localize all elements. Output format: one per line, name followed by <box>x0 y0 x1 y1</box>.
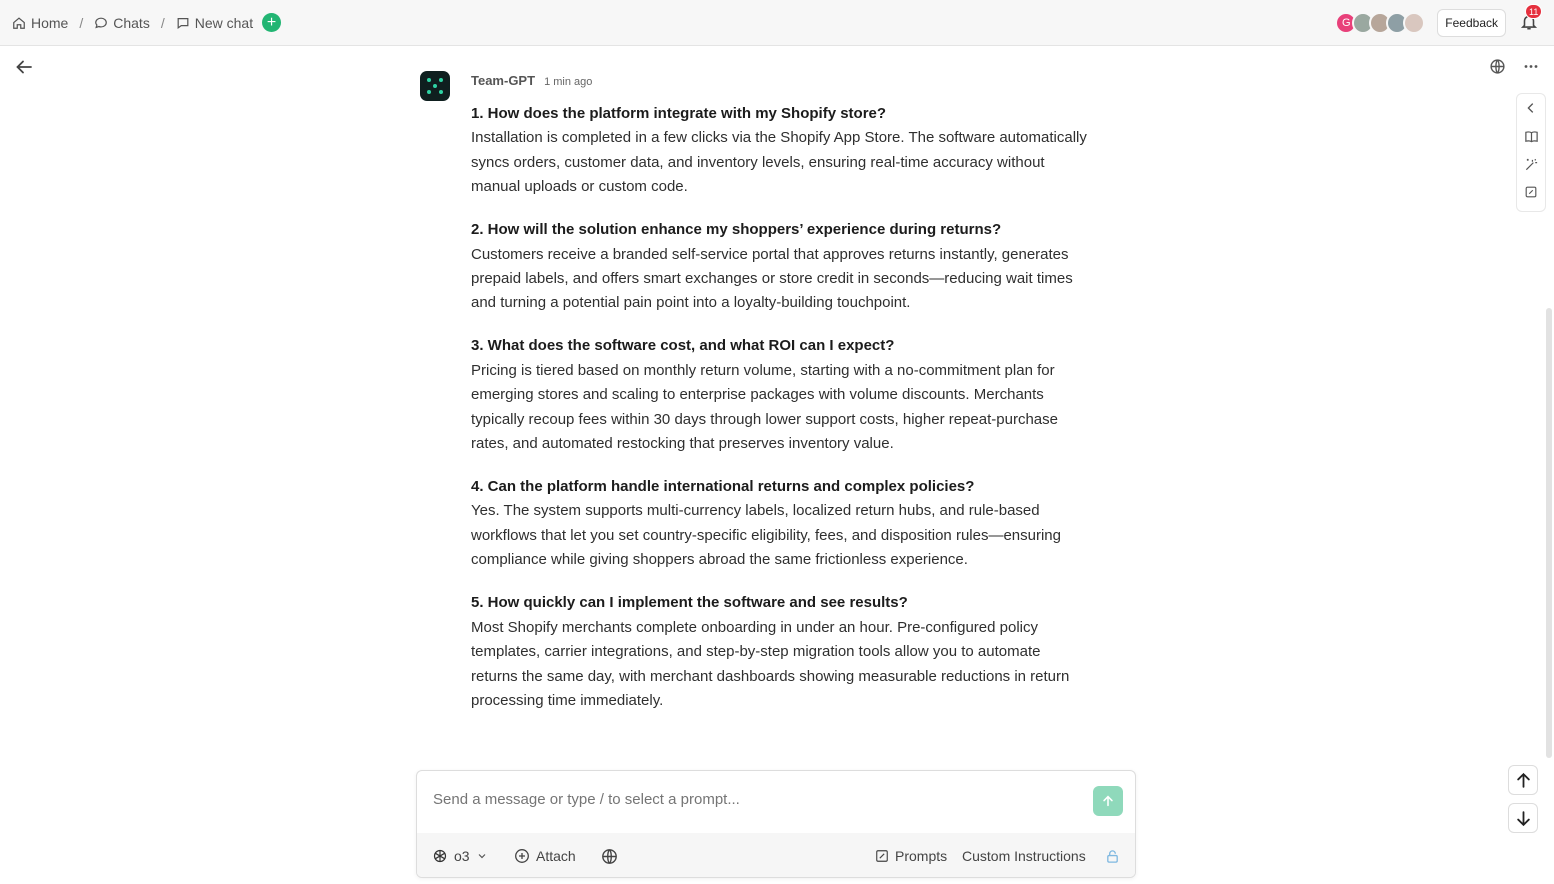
magic-wand-button[interactable] <box>1523 156 1539 172</box>
scroll-down-button[interactable] <box>1508 803 1538 833</box>
back-button[interactable] <box>14 57 34 77</box>
faq-item <box>471 475 1091 573</box>
breadcrumb-chats[interactable] <box>94 15 150 31</box>
plus-icon: + <box>266 13 277 31</box>
faq-question: 5. How quickly can I implement the software and see results? <box>471 594 908 612</box>
breadcrumb-home-label: Home <box>31 14 69 31</box>
prompts-label: Prompts <box>895 848 948 864</box>
faq-answer: Installation is completed in a few clicks via the Shopify App Store. The software automatically syncs orders, customer data, and inventory levels, ensuring real-time accuracy without manual uploads or custom code. <box>471 129 1087 196</box>
language-button[interactable] <box>1489 58 1506 75</box>
collapse-panel-button[interactable] <box>1523 100 1539 116</box>
team-gpt-logo <box>420 71 450 101</box>
faq-item <box>471 102 1091 200</box>
composer-toolbar <box>417 833 1136 878</box>
notification-badge: 11 <box>1525 4 1542 19</box>
globe-icon <box>601 848 618 865</box>
model-label: o3 <box>454 848 470 864</box>
arrow-down-icon <box>1515 810 1532 827</box>
message-header <box>471 73 592 88</box>
scroll-up-button[interactable] <box>1508 765 1538 795</box>
send-button[interactable] <box>1093 786 1123 816</box>
more-horizontal-icon <box>1522 58 1540 75</box>
breadcrumb-separator: / <box>160 14 165 31</box>
chat-bubble-icon <box>94 16 108 30</box>
custom-instructions-label: Custom Instructions <box>962 848 1086 864</box>
faq-item <box>471 591 1091 713</box>
faq-question: 4. Can the platform handle international returns and complex policies? <box>471 478 975 496</box>
magic-wand-icon <box>1524 157 1539 172</box>
arrow-left-icon <box>14 57 34 77</box>
book-open-icon <box>1524 129 1539 144</box>
arrow-up-icon <box>1515 772 1532 789</box>
breadcrumb-chats-label: Chats <box>113 14 150 31</box>
faq-item <box>471 218 1091 316</box>
arrow-up-icon <box>1101 794 1115 808</box>
scrollbar[interactable] <box>1546 308 1552 758</box>
faq-question: 3. What does the software cost, and what ROI can I expect? <box>471 337 895 355</box>
faq-answer: Pricing is tiered based on monthly return volume, starting with a no-commitment plan for emerging stores and scaling to enterprise packages with volume discounts. Merchants typically recoup fees within 30 days through lower support costs, higher repeat-purchase rates, and automated restocking that preserves inventory value. <box>471 361 1058 453</box>
lock-icon <box>1105 849 1120 864</box>
message-composer <box>416 770 1136 878</box>
breadcrumb-new-chat[interactable] <box>176 15 253 31</box>
breadcrumb-new-chat-label: New chat <box>194 14 254 31</box>
globe-icon <box>1489 58 1506 75</box>
message-input[interactable] <box>433 791 1073 808</box>
avatar <box>1403 12 1425 34</box>
chevron-left-icon <box>1524 101 1538 115</box>
custom-instructions-button[interactable] <box>962 848 1086 864</box>
faq-answer: Most Shopify merchants complete onboarding in under an hour. Pre-configured policy templates, carrier integrations, and step-by-step migration tools allow you to automate returns the same day, with merchant dashboards showing measurable reductions in return processing time immediately. <box>471 618 1070 709</box>
faq-item <box>471 334 1091 456</box>
edit-square-icon <box>1524 185 1538 199</box>
add-chat-button[interactable] <box>262 13 281 32</box>
web-search-toggle[interactable] <box>601 848 618 865</box>
faq-question: 1. How does the platform integrate with my Shopify store? <box>471 105 887 122</box>
faq-answer: Customers receive a branded self-service portal that approves returns instantly, generates prepaid labels, and offers smart exchanges or store credit in seconds—reducing wait times and turning a potential pain point into a loyalty-building touchpoint. <box>471 245 1073 312</box>
message-time: 1 min ago <box>544 76 593 88</box>
message-square-icon <box>176 16 190 30</box>
lock-button[interactable] <box>1105 849 1120 864</box>
notifications-button[interactable] <box>1520 6 1540 33</box>
home-icon <box>12 16 26 30</box>
side-toolbar <box>1516 93 1546 212</box>
attach-button[interactable] <box>514 848 576 864</box>
faq-question: 2. How will the solution enhance my shoppers’ experience during returns? <box>471 221 1002 239</box>
openai-icon <box>432 848 448 864</box>
library-button[interactable] <box>1523 128 1539 144</box>
member-avatars[interactable] <box>1335 12 1425 34</box>
sender-name: Team-GPT <box>471 73 536 88</box>
prompts-button[interactable] <box>875 848 947 864</box>
attach-label: Attach <box>536 848 576 864</box>
breadcrumb <box>12 13 281 32</box>
prompt-icon <box>875 849 889 863</box>
feedback-button[interactable]: Feedback <box>1437 9 1506 37</box>
plus-circle-icon <box>514 848 530 864</box>
more-options-button[interactable] <box>1522 58 1540 75</box>
chevron-down-icon <box>476 850 488 862</box>
message-content <box>471 102 1091 732</box>
breadcrumb-home[interactable] <box>12 15 68 31</box>
model-selector[interactable] <box>432 848 488 864</box>
edit-note-button[interactable] <box>1523 184 1539 200</box>
breadcrumb-separator: / <box>79 14 84 31</box>
header-actions <box>1335 0 1540 46</box>
faq-answer: Yes. The system supports multi-currency labels, localized return hubs, and rule-based workflows that let you set country-specific eligibility, fees, and disposition rules—ensuring compliance while giving shoppers abroad the same frictionless experience. <box>471 502 1061 569</box>
avatar: G <box>1335 12 1357 34</box>
top-bar <box>0 0 1554 46</box>
